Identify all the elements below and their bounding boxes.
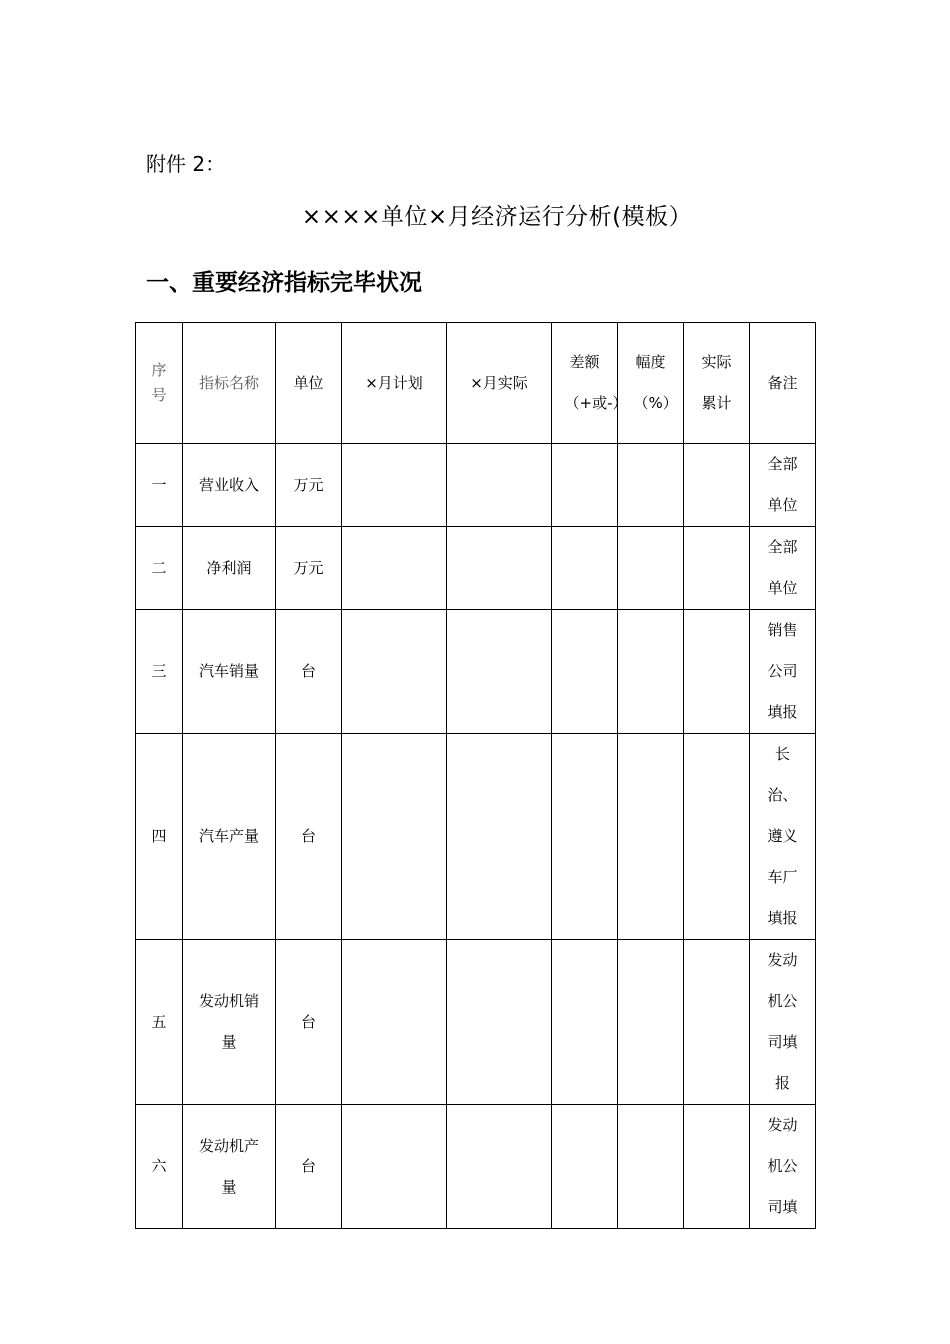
- row-range-cell[interactable]: [618, 1105, 684, 1229]
- section-heading: 一、重要经济指标完毕状况: [146, 270, 422, 296]
- table-row: [136, 444, 816, 527]
- row-plan-cell[interactable]: [342, 444, 447, 527]
- row-seq: 三: [136, 610, 183, 734]
- indicator-table: [135, 322, 816, 1229]
- header-seq: [136, 323, 183, 444]
- row-remark: [750, 940, 816, 1105]
- row-indicator-text: 发动机产量: [198, 1136, 259, 1196]
- row-range-cell[interactable]: [618, 610, 684, 734]
- row-plan-cell[interactable]: [342, 527, 447, 610]
- row-unit: 台: [276, 940, 342, 1105]
- row-unit: 万元: [276, 527, 342, 610]
- table-row: [136, 1105, 816, 1229]
- row-indicator: [183, 1105, 276, 1229]
- row-remark-text: 全部单位: [767, 538, 798, 597]
- row-actual-cell[interactable]: [447, 610, 552, 734]
- header-cumulative: [684, 323, 750, 444]
- header-indicator: 指标名称: [183, 323, 276, 444]
- table-row: [136, 734, 816, 940]
- row-remark: [750, 734, 816, 940]
- header-plan: ×月计划: [342, 323, 447, 444]
- row-diff-cell[interactable]: [552, 527, 618, 610]
- row-indicator-text: 发动机销量: [198, 992, 259, 1051]
- row-indicator: 营业收入: [183, 444, 276, 527]
- row-unit: 台: [276, 610, 342, 734]
- row-range-cell[interactable]: [618, 527, 684, 610]
- row-actual-cell[interactable]: [447, 1105, 552, 1229]
- row-cumulative-cell[interactable]: [684, 940, 750, 1105]
- attachment-label: 附件 2：: [146, 152, 226, 176]
- row-indicator: [183, 940, 276, 1105]
- row-actual-cell[interactable]: [447, 527, 552, 610]
- row-cumulative-cell[interactable]: [684, 444, 750, 527]
- row-plan-cell[interactable]: [342, 610, 447, 734]
- row-unit: 台: [276, 734, 342, 940]
- header-unit: 单位: [276, 323, 342, 444]
- header-range-text: 幅度（%）: [633, 353, 678, 412]
- row-unit: 万元: [276, 444, 342, 527]
- header-seq-text: 序号: [151, 361, 167, 404]
- row-diff-cell[interactable]: [552, 444, 618, 527]
- header-row: [136, 323, 816, 444]
- table-row: [136, 610, 816, 734]
- table-row: [136, 940, 816, 1105]
- document-title: [0, 198, 950, 231]
- row-seq: 六: [136, 1105, 183, 1229]
- header-cumulative-text: 实际累计: [701, 353, 732, 412]
- row-plan-cell[interactable]: [342, 940, 447, 1105]
- row-diff-cell[interactable]: [552, 940, 618, 1105]
- row-unit: 台: [276, 1105, 342, 1229]
- row-cumulative-cell[interactable]: [684, 734, 750, 940]
- row-remark: [750, 610, 816, 734]
- row-range-cell[interactable]: [618, 734, 684, 940]
- row-remark-text: 长治、遵义车厂填报: [767, 745, 798, 927]
- header-diff-text: 差额（+或-）: [564, 353, 628, 412]
- row-remark-text: 发动机公司填报: [767, 951, 798, 1092]
- table-row: [136, 527, 816, 610]
- row-actual-cell[interactable]: [447, 734, 552, 940]
- row-plan-cell[interactable]: [342, 1105, 447, 1229]
- row-plan-cell[interactable]: [342, 734, 447, 940]
- row-seq: 五: [136, 940, 183, 1105]
- row-indicator: 汽车销量: [183, 610, 276, 734]
- row-cumulative-cell[interactable]: [684, 1105, 750, 1229]
- row-actual-cell[interactable]: [447, 940, 552, 1105]
- row-cumulative-cell[interactable]: [684, 610, 750, 734]
- row-remark: [750, 444, 816, 527]
- row-diff-cell[interactable]: [552, 734, 618, 940]
- header-remark: 备注: [750, 323, 816, 444]
- row-remark: [750, 527, 816, 610]
- row-indicator: 汽车产量: [183, 734, 276, 940]
- header-actual: ×月实际: [447, 323, 552, 444]
- row-seq: 四: [136, 734, 183, 940]
- row-seq: 二: [136, 527, 183, 610]
- header-range: [618, 323, 684, 444]
- row-range-cell[interactable]: [618, 444, 684, 527]
- row-remark-text: 发动机公司填: [767, 1116, 798, 1216]
- row-diff-cell[interactable]: [552, 1105, 618, 1229]
- row-range-cell[interactable]: [618, 940, 684, 1105]
- row-diff-cell[interactable]: [552, 610, 618, 734]
- row-remark: [750, 1105, 816, 1229]
- document-title-text: ××××单位×月经济运行分析(模板）: [301, 204, 693, 230]
- row-indicator: 净利润: [183, 527, 276, 610]
- header-diff: [552, 323, 628, 444]
- row-cumulative-cell[interactable]: [684, 527, 750, 610]
- row-remark-text: 销售公司填报: [767, 621, 798, 721]
- row-actual-cell[interactable]: [447, 444, 552, 527]
- row-remark-text: 全部单位: [767, 455, 798, 514]
- row-seq: 一: [136, 444, 183, 527]
